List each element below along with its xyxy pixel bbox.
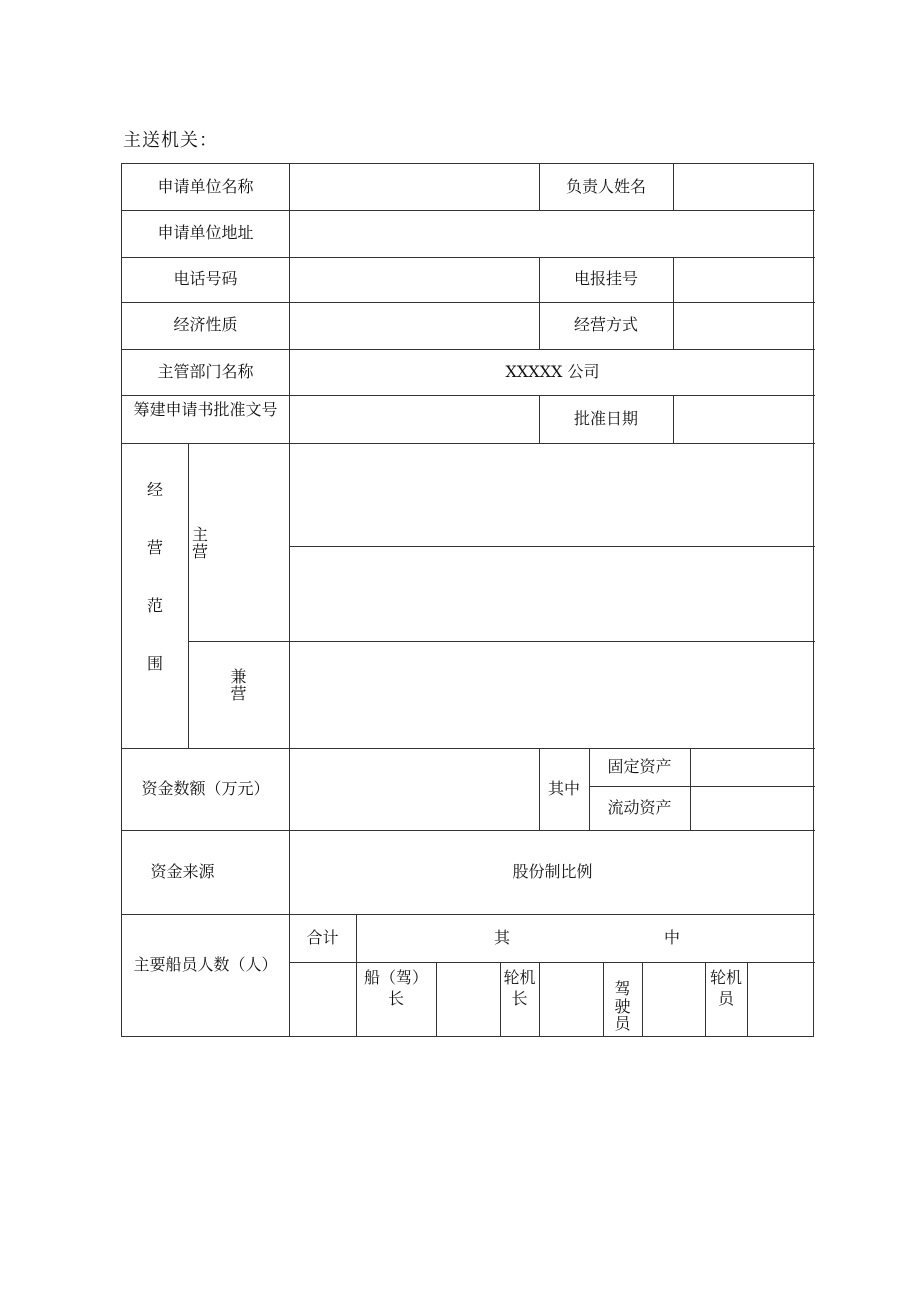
approval-doc-label: 筹建申请书批准文号: [133, 399, 278, 419]
driver-field[interactable]: [643, 963, 704, 1036]
main-business-field-1[interactable]: [290, 444, 813, 545]
responsible-person-label: 负责人姓名: [565, 176, 646, 196]
telegram-field[interactable]: [674, 258, 813, 301]
zhong-label: 中: [663, 927, 680, 947]
telegram-label: 电报挂号: [573, 269, 638, 289]
total-field[interactable]: [290, 963, 356, 1036]
crew-count-label: 主要船员人数（人）: [133, 955, 278, 975]
chief-engineer-label: 轮机 长: [503, 968, 536, 1008]
business-scope-label: 经 营 范 围: [146, 480, 163, 673]
engineer-label: 轮机 员: [709, 968, 742, 1008]
phone-label: 电话号码: [173, 269, 238, 289]
fixed-assets-label: 固定资产: [607, 756, 672, 776]
fixed-assets-field[interactable]: [691, 749, 813, 785]
phone-field[interactable]: [290, 258, 538, 301]
approval-doc-field[interactable]: [290, 396, 538, 442]
capital-source-label: 资金来源: [150, 861, 215, 881]
responsible-person-field[interactable]: [674, 165, 813, 209]
approval-date-label: 批准日期: [573, 408, 638, 428]
current-assets-label: 流动资产: [607, 797, 672, 817]
side-business-field[interactable]: [290, 642, 813, 747]
captain-label: 船（驾） 长: [363, 968, 428, 1008]
chief-engineer-field[interactable]: [540, 963, 602, 1036]
side-business-label: 兼 营: [230, 666, 247, 703]
applicant-name-label: 申请单位名称: [157, 176, 254, 196]
applicant-name-field[interactable]: [290, 165, 538, 209]
capital-amount-field[interactable]: [290, 749, 538, 829]
operation-mode-field[interactable]: [674, 303, 813, 348]
recipient-authority-label: 主送机关：: [123, 130, 218, 151]
current-assets-field[interactable]: [691, 787, 813, 829]
applicant-address-field[interactable]: [290, 211, 813, 256]
approval-date-field[interactable]: [674, 396, 813, 442]
application-form: [121, 163, 814, 1037]
supervisor-name-label: 主管部门名称: [157, 361, 254, 381]
qi-label: 其: [493, 927, 510, 947]
capital-amount-label: 资金数额（万元）: [141, 778, 270, 798]
operation-mode-label: 经营方式: [573, 315, 638, 335]
driver-label: 驾 驶 员: [614, 979, 631, 1034]
engineer-field[interactable]: [748, 963, 813, 1036]
share-ratio-label: 股份制比例: [512, 861, 593, 881]
of-which-label: 其中: [547, 778, 580, 798]
economic-nature-label: 经济性质: [173, 315, 238, 335]
total-label: 合计: [306, 927, 339, 947]
applicant-address-label: 申请单位地址: [157, 223, 254, 243]
main-business-label: 主 营: [191, 525, 208, 561]
supervisor-name-value[interactable]: XXXXX 公司: [505, 361, 600, 381]
captain-field[interactable]: [437, 963, 499, 1036]
main-business-field-2[interactable]: [290, 547, 813, 640]
economic-nature-field[interactable]: [290, 303, 538, 348]
